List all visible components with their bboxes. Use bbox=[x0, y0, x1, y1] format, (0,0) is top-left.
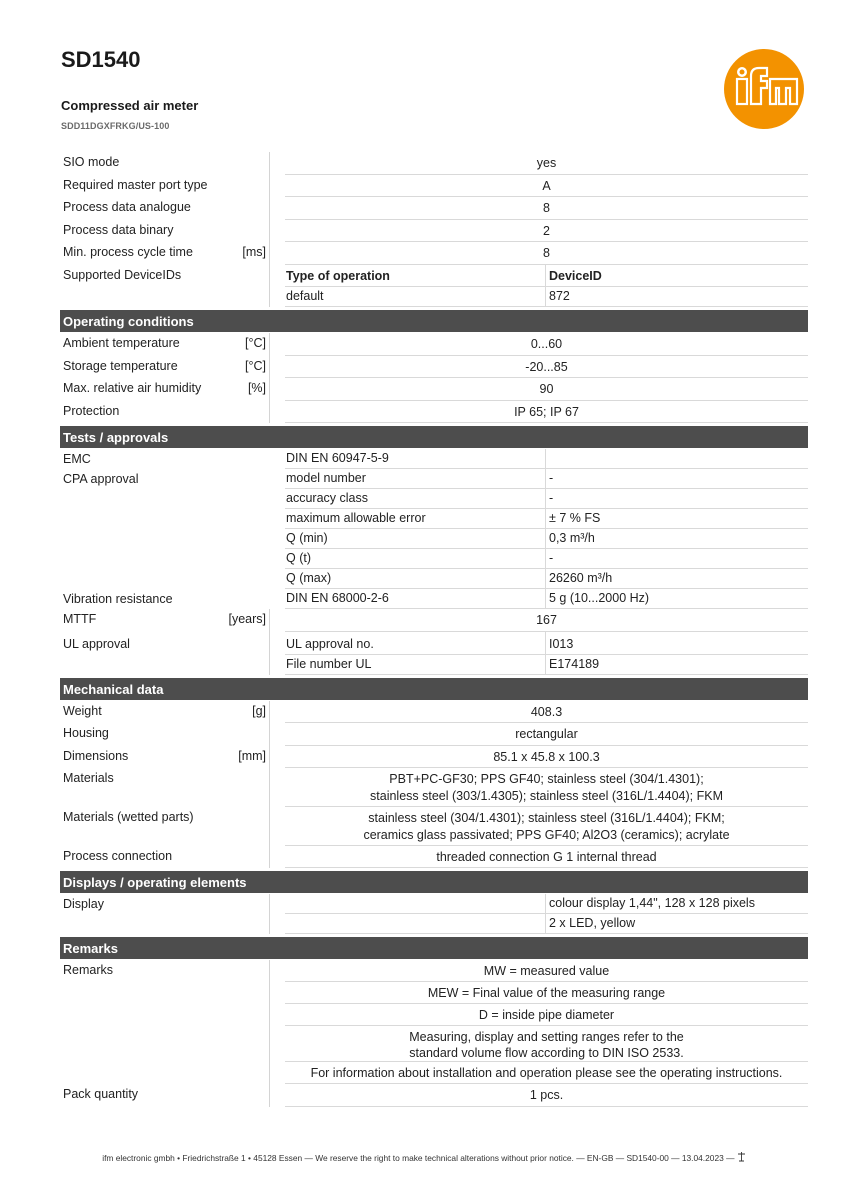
cpa-row bbox=[285, 469, 808, 489]
device-id-header bbox=[285, 265, 808, 288]
spec-label: EMC bbox=[63, 452, 91, 466]
spec-label: Weight bbox=[63, 703, 102, 718]
spec-unit: [g] bbox=[252, 703, 266, 718]
spec-row-sio bbox=[60, 152, 808, 175]
device-type: default bbox=[285, 287, 546, 306]
spec-label: Ambient temperature bbox=[63, 336, 180, 350]
spec-row-dimensions bbox=[60, 746, 808, 769]
spec-label: Remarks bbox=[63, 963, 114, 977]
spec-label: SIO mode bbox=[63, 155, 120, 169]
ul-row bbox=[285, 632, 808, 655]
cpa-key: Q (min) bbox=[285, 529, 546, 548]
spec-unit: [ms] bbox=[242, 245, 266, 259]
remark-line: standard volume flow according to DIN ISO 2533. bbox=[409, 1045, 684, 1060]
spec-label: UL approval bbox=[63, 636, 130, 651]
spec-value: 408.3 bbox=[285, 701, 808, 724]
spec-value: 167 bbox=[285, 609, 808, 632]
cpa-row bbox=[285, 509, 808, 529]
spec-row-protection bbox=[60, 401, 808, 424]
spec-label: Display bbox=[63, 897, 104, 911]
spec-row-remarks bbox=[60, 960, 808, 1084]
spec-unit: [%] bbox=[247, 381, 266, 395]
spec-unit: [years] bbox=[228, 612, 266, 626]
vibration-value: 5 g (10...2000 Hz) bbox=[549, 591, 650, 605]
spec-row-vibration bbox=[60, 589, 808, 609]
specifications-table bbox=[60, 152, 808, 1107]
spec-row-mttf bbox=[60, 609, 808, 632]
spec-value: 0...60 bbox=[285, 333, 808, 356]
page-footer bbox=[0, 1152, 848, 1163]
remark-line: For information about installation and operation please see the operating instructions. bbox=[285, 1062, 808, 1084]
spec-label: Pack quantity bbox=[63, 1087, 139, 1101]
spec-row-ambient-temp bbox=[60, 333, 808, 356]
section-displays: Displays / operating elements bbox=[60, 871, 808, 893]
spec-label: CPA approval bbox=[63, 472, 139, 486]
spec-row-emc bbox=[60, 449, 808, 469]
spec-value: IP 65; IP 67 bbox=[285, 401, 808, 424]
spec-label: Dimensions bbox=[63, 748, 129, 763]
page-title: SD1540 bbox=[61, 47, 141, 72]
spec-row-storage-temp bbox=[60, 356, 808, 379]
remark-line: Measuring, display and setting ranges refer to the bbox=[409, 1029, 684, 1044]
section-operating-conditions: Operating conditions bbox=[60, 310, 808, 332]
spec-label: Supported DeviceIDs bbox=[63, 267, 182, 282]
spec-row-cycle-time bbox=[60, 242, 808, 265]
section-mechanical-data: Mechanical data bbox=[60, 678, 808, 700]
spec-label: Materials bbox=[63, 771, 114, 785]
spec-row-device-ids bbox=[60, 265, 808, 308]
cpa-value: - bbox=[549, 471, 554, 485]
spec-label: Max. relative air humidity bbox=[63, 381, 202, 395]
cpa-key: maximum allowable error bbox=[285, 509, 546, 528]
cpa-row bbox=[285, 549, 808, 569]
spec-label: MTTF bbox=[63, 612, 97, 626]
spec-value: 85.1 x 45.8 x 100.3 bbox=[285, 746, 808, 769]
col-header-type: Type of operation bbox=[285, 265, 546, 287]
spec-label: Materials (wetted parts) bbox=[63, 809, 194, 824]
cpa-row bbox=[285, 489, 808, 509]
display-value: 2 x LED, yellow bbox=[549, 916, 636, 930]
cpa-key: accuracy class bbox=[285, 489, 546, 508]
spec-row-master-port bbox=[60, 175, 808, 198]
spec-unit bbox=[266, 221, 269, 243]
article-number: SDD11DGXFRKG/US-100 bbox=[61, 121, 170, 131]
spec-value: 8 bbox=[285, 242, 808, 265]
cpa-value: 0,3 m³/h bbox=[549, 531, 595, 545]
spec-unit: [mm] bbox=[238, 748, 266, 763]
ifm-logo bbox=[723, 48, 805, 130]
cpa-row bbox=[285, 569, 808, 589]
document-status-icon bbox=[737, 1152, 746, 1162]
spec-row-materials bbox=[60, 768, 808, 807]
spec-label: Housing bbox=[63, 726, 109, 740]
spec-label: Process connection bbox=[63, 848, 173, 863]
ul-value: E174189 bbox=[549, 656, 600, 671]
spec-label: Storage temperature bbox=[63, 358, 178, 373]
spec-value: threaded connection G 1 internal thread bbox=[285, 846, 808, 869]
cpa-key: Q (t) bbox=[285, 549, 546, 568]
spec-unit: [°C] bbox=[245, 336, 266, 350]
spec-unit bbox=[266, 198, 269, 220]
product-subtitle: Compressed air meter bbox=[61, 98, 199, 113]
section-tests-approvals: Tests / approvals bbox=[60, 426, 808, 448]
spec-row-humidity bbox=[60, 378, 808, 401]
spec-row-pack-quantity bbox=[60, 1084, 808, 1107]
spec-value: A bbox=[285, 175, 808, 198]
spec-value: 1 pcs. bbox=[285, 1084, 808, 1107]
spec-value: yes bbox=[285, 152, 808, 175]
device-id-row bbox=[285, 287, 808, 307]
spec-label: Process data analogue bbox=[63, 200, 191, 214]
materials-wetted-line: ceramics glass passivated; PPS GF40; Al2O3 (ceramics); acrylate bbox=[363, 827, 730, 842]
spec-unit bbox=[266, 724, 269, 746]
spec-unit bbox=[266, 153, 269, 175]
spec-row-ul bbox=[60, 632, 808, 675]
ul-row bbox=[285, 655, 808, 675]
spec-unit bbox=[266, 176, 269, 198]
vibration-standard: DIN EN 68000-2-6 bbox=[285, 589, 546, 608]
cpa-key: Q (max) bbox=[285, 569, 546, 588]
spec-row-cpa bbox=[60, 469, 808, 589]
cpa-row bbox=[285, 529, 808, 549]
spec-row-binary bbox=[60, 220, 808, 243]
cpa-key: model number bbox=[285, 469, 546, 488]
ul-key: UL approval no. bbox=[285, 632, 546, 654]
cpa-value: - bbox=[549, 551, 554, 565]
spec-row-process-connection bbox=[60, 846, 808, 869]
spec-row-display bbox=[60, 894, 808, 934]
spec-value: DIN EN 60947-5-9 bbox=[285, 449, 546, 468]
ul-value: I013 bbox=[549, 636, 574, 651]
cpa-value: - bbox=[549, 491, 554, 505]
materials-wetted-line: stainless steel (304/1.4301); stainless steel (316L/1.4404); FKM; bbox=[368, 810, 725, 825]
materials-line: stainless steel (303/1.4305); stainless steel (316L/1.4404); FKM bbox=[370, 788, 723, 803]
spec-row-materials-wetted bbox=[60, 807, 808, 846]
spec-row-housing bbox=[60, 723, 808, 746]
spec-label: Min. process cycle time bbox=[63, 245, 193, 259]
remark-line: D = inside pipe diameter bbox=[285, 1004, 808, 1026]
spec-label: Process data binary bbox=[63, 222, 174, 237]
device-id: 872 bbox=[549, 289, 570, 303]
spec-label: Protection bbox=[63, 403, 120, 418]
spec-unit: [°C] bbox=[245, 358, 266, 373]
spec-value: 2 bbox=[285, 220, 808, 243]
spec-row-weight bbox=[60, 701, 808, 724]
spec-row-analogue bbox=[60, 197, 808, 220]
footer-text: ifm electronic gmbh • Friedrichstraße 1 • 45128 Essen — We reserve the right to make technical alterations without prior notice. — EN-GB — SD1540-00 — 13.04.2023 — bbox=[102, 1153, 735, 1163]
spec-value: 8 bbox=[285, 197, 808, 220]
materials-line: PBT+PC-GF30; PPS GF40; stainless steel (304/1.4301); bbox=[389, 771, 704, 786]
remark-line: MW = measured value bbox=[285, 960, 808, 982]
spec-value: rectangular bbox=[285, 723, 808, 746]
section-remarks: Remarks bbox=[60, 937, 808, 959]
spec-label: Required master port type bbox=[63, 177, 208, 192]
ul-key: File number UL bbox=[285, 655, 546, 674]
spec-label: Vibration resistance bbox=[63, 592, 173, 606]
cpa-value: ± 7 % FS bbox=[549, 511, 601, 525]
cpa-value: 26260 m³/h bbox=[549, 571, 613, 585]
spec-value: 90 bbox=[285, 378, 808, 401]
display-value: colour display 1,44", 128 x 128 pixels bbox=[549, 896, 755, 910]
remark-line: MEW = Final value of the measuring range bbox=[285, 982, 808, 1004]
spec-value: -20...85 bbox=[285, 356, 808, 379]
spec-unit bbox=[266, 402, 269, 424]
col-header-deviceid: DeviceID bbox=[549, 268, 602, 283]
